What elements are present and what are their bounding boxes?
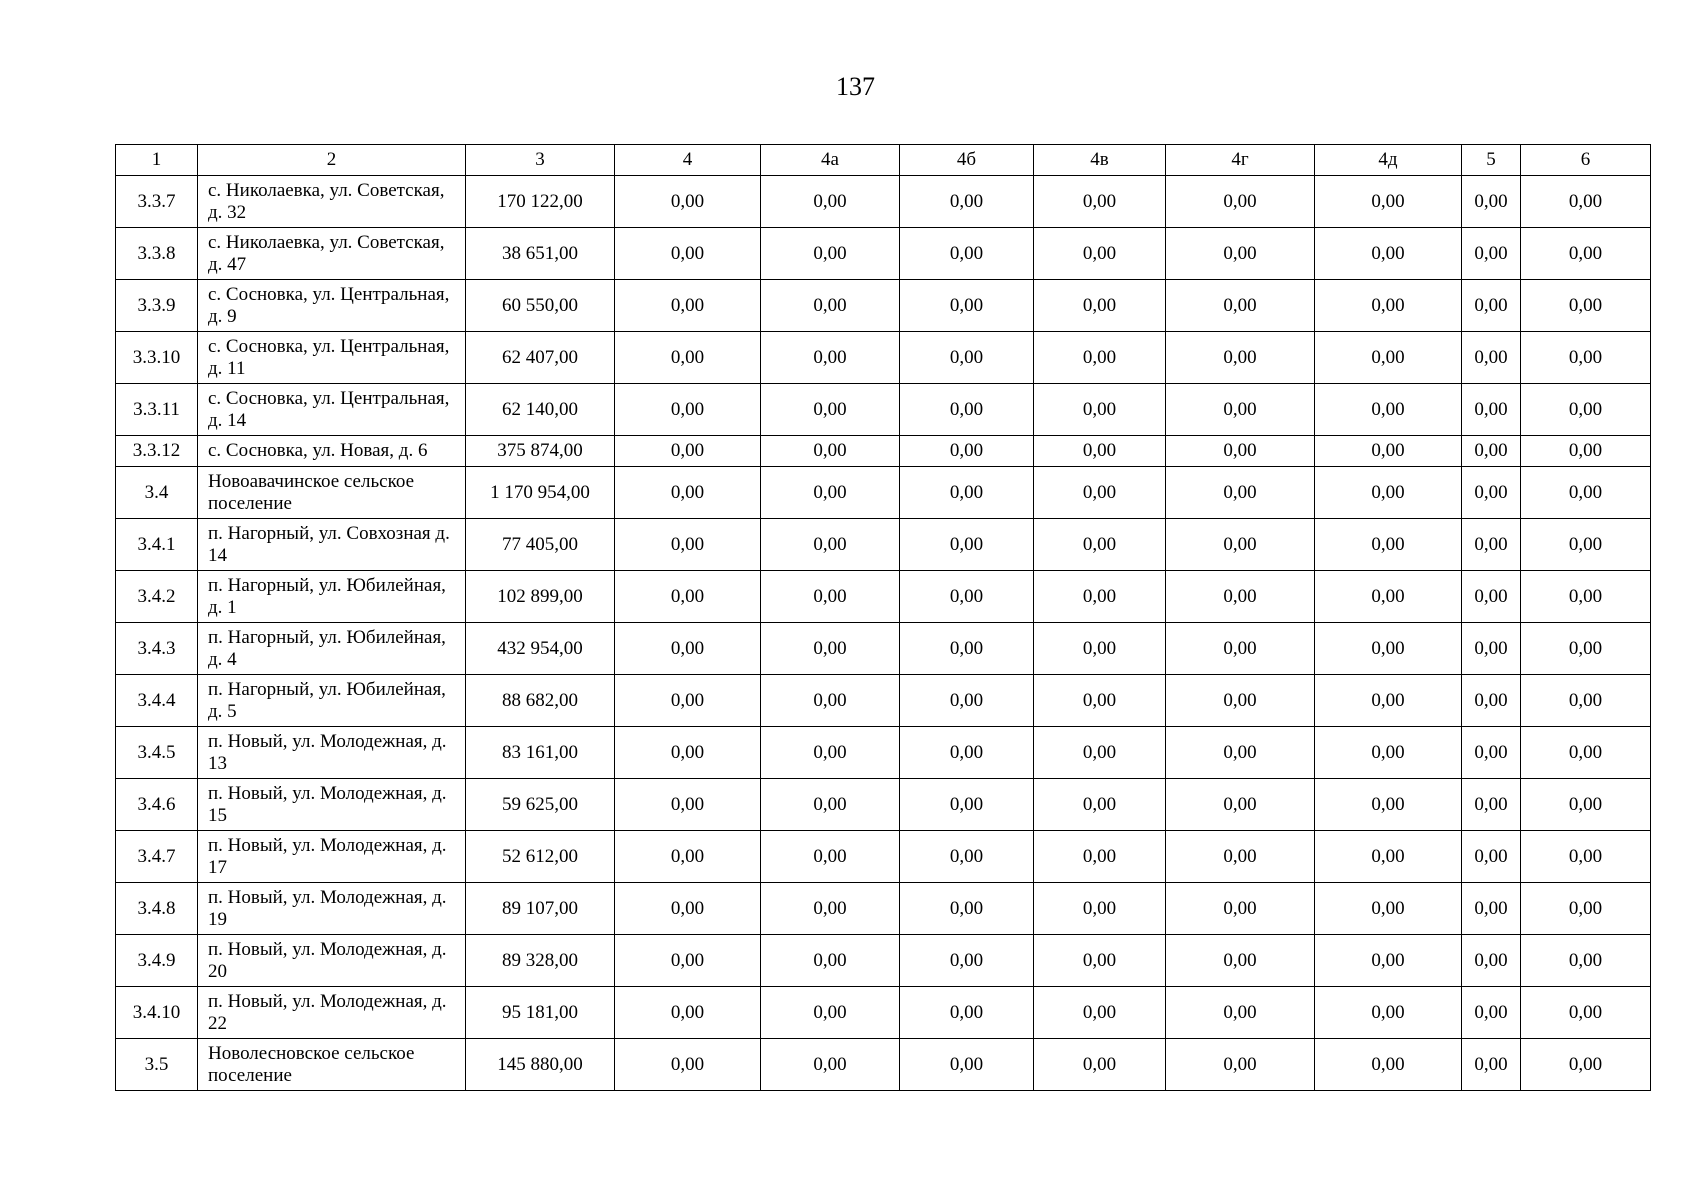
- total-cell: 77 405,00: [466, 519, 615, 571]
- row-number-cell: 3.4.8: [116, 883, 198, 935]
- col-4v-cell: 0,00: [1034, 1039, 1166, 1091]
- col-6-cell: 0,00: [1521, 280, 1651, 332]
- col-4a-cell: 0,00: [761, 436, 900, 467]
- col-4b-cell: 0,00: [900, 883, 1034, 935]
- address-cell: с. Николаевка, ул. Советская, д. 47: [198, 228, 466, 280]
- column-header: 3: [466, 145, 615, 176]
- col-4d-cell: 0,00: [1315, 228, 1462, 280]
- col-4-cell: 0,00: [615, 280, 761, 332]
- table-row: [116, 436, 1651, 467]
- row-number-cell: 3.3.7: [116, 176, 198, 228]
- col-4v-cell: 0,00: [1034, 987, 1166, 1039]
- table-row: [116, 831, 1651, 883]
- col-4a-cell: 0,00: [761, 384, 900, 436]
- col-5-cell: 0,00: [1462, 831, 1521, 883]
- col-4g-cell: 0,00: [1166, 1039, 1315, 1091]
- col-5-cell: 0,00: [1462, 987, 1521, 1039]
- table-row: [116, 1039, 1651, 1091]
- col-4-cell: 0,00: [615, 436, 761, 467]
- col-4b-cell: 0,00: [900, 779, 1034, 831]
- col-4b-cell: 0,00: [900, 623, 1034, 675]
- col-4v-cell: 0,00: [1034, 519, 1166, 571]
- col-4g-cell: 0,00: [1166, 228, 1315, 280]
- col-4g-cell: 0,00: [1166, 384, 1315, 436]
- col-4a-cell: 0,00: [761, 280, 900, 332]
- row-number-cell: 3.3.12: [116, 436, 198, 467]
- col-4v-cell: 0,00: [1034, 467, 1166, 519]
- col-4d-cell: 0,00: [1315, 675, 1462, 727]
- col-4g-cell: 0,00: [1166, 831, 1315, 883]
- address-cell: п. Новый, ул. Молодежная, д. 17: [198, 831, 466, 883]
- col-6-cell: 0,00: [1521, 228, 1651, 280]
- col-6-cell: 0,00: [1521, 1039, 1651, 1091]
- col-6-cell: 0,00: [1521, 467, 1651, 519]
- col-4b-cell: 0,00: [900, 332, 1034, 384]
- total-cell: 170 122,00: [466, 176, 615, 228]
- header-row: [116, 145, 1651, 176]
- col-4v-cell: 0,00: [1034, 571, 1166, 623]
- column-header: 4а: [761, 145, 900, 176]
- col-5-cell: 0,00: [1462, 332, 1521, 384]
- col-4-cell: 0,00: [615, 228, 761, 280]
- table-row: [116, 467, 1651, 519]
- total-cell: 83 161,00: [466, 727, 615, 779]
- row-number-cell: 3.4.4: [116, 675, 198, 727]
- col-4d-cell: 0,00: [1315, 436, 1462, 467]
- page-number: 137: [836, 72, 875, 101]
- table-row: [116, 987, 1651, 1039]
- col-4-cell: 0,00: [615, 519, 761, 571]
- table-body: [116, 145, 1651, 1091]
- total-cell: 62 140,00: [466, 384, 615, 436]
- table-row: [116, 935, 1651, 987]
- col-5-cell: 0,00: [1462, 467, 1521, 519]
- col-4v-cell: 0,00: [1034, 831, 1166, 883]
- col-6-cell: 0,00: [1521, 519, 1651, 571]
- address-cell: п. Новый, ул. Молодежная, д. 22: [198, 987, 466, 1039]
- table-row: [116, 675, 1651, 727]
- col-4a-cell: 0,00: [761, 831, 900, 883]
- total-cell: 60 550,00: [466, 280, 615, 332]
- col-4-cell: 0,00: [615, 831, 761, 883]
- col-5-cell: 0,00: [1462, 384, 1521, 436]
- row-number-cell: 3.5: [116, 1039, 198, 1091]
- col-4d-cell: 0,00: [1315, 467, 1462, 519]
- column-header: 4б: [900, 145, 1034, 176]
- col-4g-cell: 0,00: [1166, 935, 1315, 987]
- table-row: [116, 519, 1651, 571]
- row-number-cell: 3.4.9: [116, 935, 198, 987]
- total-cell: 95 181,00: [466, 987, 615, 1039]
- col-5-cell: 0,00: [1462, 571, 1521, 623]
- table-row: [116, 384, 1651, 436]
- col-4-cell: 0,00: [615, 332, 761, 384]
- col-5-cell: 0,00: [1462, 280, 1521, 332]
- col-6-cell: 0,00: [1521, 831, 1651, 883]
- col-4d-cell: 0,00: [1315, 831, 1462, 883]
- col-4a-cell: 0,00: [761, 228, 900, 280]
- table-row: [116, 623, 1651, 675]
- col-4-cell: 0,00: [615, 727, 761, 779]
- col-6-cell: 0,00: [1521, 727, 1651, 779]
- col-4-cell: 0,00: [615, 384, 761, 436]
- row-number-cell: 3.4: [116, 467, 198, 519]
- total-cell: 89 328,00: [466, 935, 615, 987]
- col-4a-cell: 0,00: [761, 727, 900, 779]
- col-4v-cell: 0,00: [1034, 384, 1166, 436]
- table-row: [116, 883, 1651, 935]
- row-number-cell: 3.3.8: [116, 228, 198, 280]
- table-row: [116, 228, 1651, 280]
- col-5-cell: 0,00: [1462, 176, 1521, 228]
- col-4g-cell: 0,00: [1166, 675, 1315, 727]
- col-4d-cell: 0,00: [1315, 987, 1462, 1039]
- col-4d-cell: 0,00: [1315, 935, 1462, 987]
- col-4a-cell: 0,00: [761, 467, 900, 519]
- col-4-cell: 0,00: [615, 987, 761, 1039]
- total-cell: 89 107,00: [466, 883, 615, 935]
- col-4a-cell: 0,00: [761, 675, 900, 727]
- col-4g-cell: 0,00: [1166, 332, 1315, 384]
- col-6-cell: 0,00: [1521, 935, 1651, 987]
- col-4g-cell: 0,00: [1166, 280, 1315, 332]
- col-6-cell: 0,00: [1521, 176, 1651, 228]
- col-4-cell: 0,00: [615, 176, 761, 228]
- col-4d-cell: 0,00: [1315, 779, 1462, 831]
- column-header: 2: [198, 145, 466, 176]
- address-cell: с. Сосновка, ул. Центральная, д. 9: [198, 280, 466, 332]
- col-4g-cell: 0,00: [1166, 727, 1315, 779]
- col-4v-cell: 0,00: [1034, 280, 1166, 332]
- col-4a-cell: 0,00: [761, 779, 900, 831]
- column-header: 1: [116, 145, 198, 176]
- col-6-cell: 0,00: [1521, 571, 1651, 623]
- table-row: [116, 176, 1651, 228]
- col-4d-cell: 0,00: [1315, 623, 1462, 675]
- col-4g-cell: 0,00: [1166, 571, 1315, 623]
- col-4a-cell: 0,00: [761, 883, 900, 935]
- col-4b-cell: 0,00: [900, 467, 1034, 519]
- row-number-cell: 3.4.7: [116, 831, 198, 883]
- column-header: 6: [1521, 145, 1651, 176]
- address-cell: п. Новый, ул. Молодежная, д. 15: [198, 779, 466, 831]
- col-5-cell: 0,00: [1462, 935, 1521, 987]
- col-6-cell: 0,00: [1521, 779, 1651, 831]
- col-4a-cell: 0,00: [761, 935, 900, 987]
- col-4b-cell: 0,00: [900, 935, 1034, 987]
- address-cell: с. Николаевка, ул. Советская, д. 32: [198, 176, 466, 228]
- table-row: [116, 332, 1651, 384]
- col-4-cell: 0,00: [615, 623, 761, 675]
- col-4g-cell: 0,00: [1166, 436, 1315, 467]
- col-4-cell: 0,00: [615, 779, 761, 831]
- col-4b-cell: 0,00: [900, 280, 1034, 332]
- total-cell: 102 899,00: [466, 571, 615, 623]
- table-row: [116, 280, 1651, 332]
- col-4d-cell: 0,00: [1315, 1039, 1462, 1091]
- total-cell: 88 682,00: [466, 675, 615, 727]
- address-cell: п. Новый, ул. Молодежная, д. 13: [198, 727, 466, 779]
- total-cell: 145 880,00: [466, 1039, 615, 1091]
- col-4b-cell: 0,00: [900, 228, 1034, 280]
- col-4b-cell: 0,00: [900, 176, 1034, 228]
- col-4a-cell: 0,00: [761, 519, 900, 571]
- address-cell: п. Нагорный, ул. Совхозная д. 14: [198, 519, 466, 571]
- total-cell: 59 625,00: [466, 779, 615, 831]
- total-cell: 375 874,00: [466, 436, 615, 467]
- row-number-cell: 3.4.2: [116, 571, 198, 623]
- col-4b-cell: 0,00: [900, 384, 1034, 436]
- table-row: [116, 779, 1651, 831]
- col-4-cell: 0,00: [615, 675, 761, 727]
- col-5-cell: 0,00: [1462, 436, 1521, 467]
- address-cell: п. Нагорный, ул. Юбилейная, д. 4: [198, 623, 466, 675]
- col-6-cell: 0,00: [1521, 623, 1651, 675]
- total-cell: 1 170 954,00: [466, 467, 615, 519]
- col-4-cell: 0,00: [615, 571, 761, 623]
- col-4g-cell: 0,00: [1166, 883, 1315, 935]
- col-4g-cell: 0,00: [1166, 779, 1315, 831]
- col-4v-cell: 0,00: [1034, 623, 1166, 675]
- column-header: 4д: [1315, 145, 1462, 176]
- col-4d-cell: 0,00: [1315, 519, 1462, 571]
- address-cell: Новолесновское сельское поселение: [198, 1039, 466, 1091]
- row-number-cell: 3.3.11: [116, 384, 198, 436]
- row-number-cell: 3.4.5: [116, 727, 198, 779]
- col-4a-cell: 0,00: [761, 1039, 900, 1091]
- row-number-cell: 3.3.10: [116, 332, 198, 384]
- table-row: [116, 571, 1651, 623]
- col-4v-cell: 0,00: [1034, 675, 1166, 727]
- column-header: 5: [1462, 145, 1521, 176]
- col-4d-cell: 0,00: [1315, 332, 1462, 384]
- col-4v-cell: 0,00: [1034, 727, 1166, 779]
- col-6-cell: 0,00: [1521, 675, 1651, 727]
- address-cell: п. Нагорный, ул. Юбилейная, д. 5: [198, 675, 466, 727]
- col-4d-cell: 0,00: [1315, 176, 1462, 228]
- column-header: 4: [615, 145, 761, 176]
- col-4v-cell: 0,00: [1034, 779, 1166, 831]
- row-number-cell: 3.4.6: [116, 779, 198, 831]
- col-4b-cell: 0,00: [900, 436, 1034, 467]
- col-4g-cell: 0,00: [1166, 519, 1315, 571]
- col-4g-cell: 0,00: [1166, 176, 1315, 228]
- col-5-cell: 0,00: [1462, 779, 1521, 831]
- col-4g-cell: 0,00: [1166, 987, 1315, 1039]
- col-4a-cell: 0,00: [761, 571, 900, 623]
- address-cell: п. Новый, ул. Молодежная, д. 20: [198, 935, 466, 987]
- col-4b-cell: 0,00: [900, 1039, 1034, 1091]
- row-number-cell: 3.4.1: [116, 519, 198, 571]
- col-5-cell: 0,00: [1462, 623, 1521, 675]
- col-4b-cell: 0,00: [900, 675, 1034, 727]
- col-4v-cell: 0,00: [1034, 228, 1166, 280]
- address-cell: п. Нагорный, ул. Юбилейная, д. 1: [198, 571, 466, 623]
- col-4g-cell: 0,00: [1166, 467, 1315, 519]
- row-number-cell: 3.3.9: [116, 280, 198, 332]
- data-table: [115, 144, 1651, 1091]
- row-number-cell: 3.4.10: [116, 987, 198, 1039]
- col-4v-cell: 0,00: [1034, 935, 1166, 987]
- total-cell: 62 407,00: [466, 332, 615, 384]
- col-4b-cell: 0,00: [900, 519, 1034, 571]
- col-5-cell: 0,00: [1462, 1039, 1521, 1091]
- col-6-cell: 0,00: [1521, 987, 1651, 1039]
- address-cell: с. Сосновка, ул. Центральная, д. 14: [198, 384, 466, 436]
- col-6-cell: 0,00: [1521, 384, 1651, 436]
- col-6-cell: 0,00: [1521, 436, 1651, 467]
- address-cell: п. Новый, ул. Молодежная, д. 19: [198, 883, 466, 935]
- col-5-cell: 0,00: [1462, 675, 1521, 727]
- col-4a-cell: 0,00: [761, 176, 900, 228]
- col-4a-cell: 0,00: [761, 987, 900, 1039]
- col-4-cell: 0,00: [615, 883, 761, 935]
- col-4d-cell: 0,00: [1315, 384, 1462, 436]
- column-header: 4г: [1166, 145, 1315, 176]
- col-5-cell: 0,00: [1462, 228, 1521, 280]
- col-4d-cell: 0,00: [1315, 727, 1462, 779]
- col-5-cell: 0,00: [1462, 727, 1521, 779]
- col-4b-cell: 0,00: [900, 831, 1034, 883]
- col-4a-cell: 0,00: [761, 332, 900, 384]
- col-4d-cell: 0,00: [1315, 280, 1462, 332]
- col-6-cell: 0,00: [1521, 332, 1651, 384]
- row-number-cell: 3.4.3: [116, 623, 198, 675]
- total-cell: 432 954,00: [466, 623, 615, 675]
- col-4-cell: 0,00: [615, 467, 761, 519]
- total-cell: 52 612,00: [466, 831, 615, 883]
- column-header: 4в: [1034, 145, 1166, 176]
- col-4b-cell: 0,00: [900, 987, 1034, 1039]
- col-4d-cell: 0,00: [1315, 571, 1462, 623]
- address-cell: Новоавачинское сельское поселение: [198, 467, 466, 519]
- address-cell: с. Сосновка, ул. Центральная, д. 11: [198, 332, 466, 384]
- table-row: [116, 727, 1651, 779]
- col-5-cell: 0,00: [1462, 519, 1521, 571]
- col-4b-cell: 0,00: [900, 571, 1034, 623]
- col-4v-cell: 0,00: [1034, 176, 1166, 228]
- col-6-cell: 0,00: [1521, 883, 1651, 935]
- col-4b-cell: 0,00: [900, 727, 1034, 779]
- col-4v-cell: 0,00: [1034, 332, 1166, 384]
- col-5-cell: 0,00: [1462, 883, 1521, 935]
- col-4a-cell: 0,00: [761, 623, 900, 675]
- col-4g-cell: 0,00: [1166, 623, 1315, 675]
- col-4v-cell: 0,00: [1034, 883, 1166, 935]
- col-4v-cell: 0,00: [1034, 436, 1166, 467]
- address-cell: с. Сосновка, ул. Новая, д. 6: [198, 436, 466, 467]
- col-4-cell: 0,00: [615, 1039, 761, 1091]
- col-4d-cell: 0,00: [1315, 883, 1462, 935]
- col-4-cell: 0,00: [615, 935, 761, 987]
- total-cell: 38 651,00: [466, 228, 615, 280]
